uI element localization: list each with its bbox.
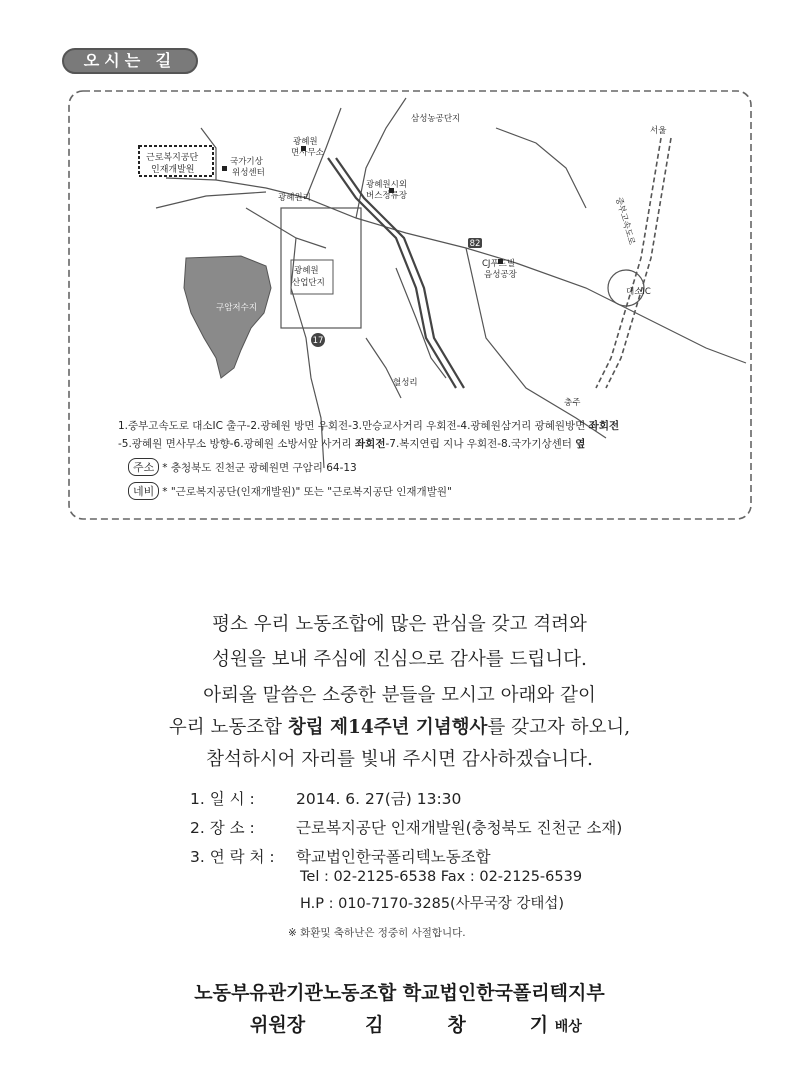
navi-text: * "근로복지공단(인재개발원)" 또는 "근로복지공단 인재개발원" — [162, 486, 452, 498]
address-text: * 충청북도 진천군 광혜원면 구암리 64-13 — [162, 462, 357, 474]
directions-line-2 — [118, 436, 585, 451]
organization-line: 노동부유관기관노동조합 학교법인한국폴리텍지부 — [194, 982, 605, 1004]
route-82-label: 82 — [469, 239, 481, 249]
contact-value: 학교법인한국폴리텍노동조합 — [296, 848, 491, 866]
message-line-1: 평소 우리 노동조합에 많은 관심을 갖고 격려와 — [212, 614, 587, 635]
contact-tel-fax: Tel : 02-2125-6538 Fax : 02-2125-6539 — [300, 869, 583, 885]
name-char-2: 창 — [447, 1014, 466, 1036]
map-label-office-2: 면사무소 — [291, 148, 324, 158]
contact-hp: H.P : 010-7170-3285(사무국장 강태섭) — [300, 896, 565, 912]
address-row — [128, 458, 357, 476]
map-label-met-1: 국가기상 — [230, 157, 263, 167]
directions-bold-2: 좌회전 — [355, 438, 386, 450]
directions-text-2a: -5.광혜원 면사무소 방향-6.광혜원 소방서앞 사거리 — [118, 438, 356, 450]
directions-text-1: 1.중부고속도로 대소IC 출구-2.광혜원 방면 우회전-3.만승교사거리 우회전-4.광혜원삼거리 광혜원방면 — [118, 420, 589, 432]
message-line-4b: 를 갖고자 하오니, — [487, 717, 631, 738]
map-label-gwanghyewonri: 광혜원리 — [278, 193, 311, 203]
map-label-reservoir: 구암저수지 — [216, 303, 258, 313]
message-line-2: 성원을 보내 주심에 진심으로 감사를 드립니다. — [212, 649, 587, 670]
map-label-chungju: 충주 — [564, 398, 581, 408]
map-label-bus-1: 광혜원시외 — [366, 180, 408, 190]
name-char-3: 기 — [529, 1014, 549, 1036]
map-label-bus-2: 버스정류장 — [366, 191, 408, 201]
map-label-cj-1: CJ푸드빌 — [482, 259, 516, 269]
map-label-hyeolseong: 혈성리 — [393, 378, 418, 388]
name-char-1: 김 — [365, 1014, 384, 1036]
map-label-met-2: 위성센터 — [232, 168, 265, 178]
chairman-title: 위원장 — [250, 1014, 306, 1036]
map-label-hrd-1: 근로복지공단 — [146, 153, 199, 163]
date-value: 2014. 6. 27(금) 13:30 — [296, 790, 462, 808]
contact-label: 3. 연 락 처 : — [190, 848, 275, 866]
message-line-4 — [0, 713, 799, 739]
sign-text: 배상 — [554, 1019, 582, 1035]
section-title-badge: 오시는 길 — [62, 48, 198, 74]
message-line-5: 참석하시어 자리를 빛내 주시면 감사하겠습니다. — [206, 749, 593, 770]
map-label-cj-2: 음성공장 — [484, 270, 517, 280]
message-line-4a: 우리 노동조합 — [168, 717, 288, 738]
signature-line — [250, 1010, 582, 1037]
map-label-industrial-1: 광혜원 — [294, 266, 319, 276]
route-17-label: 17 — [312, 336, 324, 346]
map-label-hrd-2: 인재개발원 — [151, 165, 195, 175]
navi-row — [128, 482, 452, 500]
map-label-office-1: 광혜원 — [293, 137, 318, 147]
directions-bold-1: 좌회전 — [588, 420, 620, 432]
date-label: 1. 일 시 : — [190, 790, 255, 808]
directions-text-2b: -7.복지연립 지나 우회전-8.국가기상센터 — [385, 438, 576, 450]
map-label-industrial-2: 산업단지 — [292, 278, 325, 288]
location-map — [66, 88, 754, 522]
address-tag: 주소 — [128, 458, 159, 476]
navi-tag: 네비 — [128, 482, 159, 500]
message-line-3: 아뢰올 말씀은 소중한 분들을 모시고 아래와 같이 — [203, 685, 596, 706]
directions-line-1 — [118, 418, 619, 433]
place-value: 근로복지공단 인재개발원(충청북도 진천군 소재) — [296, 819, 623, 837]
map-label-samseong: 삼성농공단지 — [411, 114, 461, 124]
map-label-expressway: 중부고속도로 — [613, 196, 637, 247]
map-label-seoul: 서울 — [650, 126, 667, 136]
wreath-note: ※ 화환및 축하난은 정중히 사절합니다. — [288, 927, 466, 939]
message-anniversary: 창립 제14주년 기념행사 — [287, 717, 488, 738]
map-label-daeso-ic: 대소IC — [626, 287, 651, 297]
place-label: 2. 장 소 : — [190, 819, 255, 837]
directions-bold-3: 옆 — [575, 438, 586, 450]
